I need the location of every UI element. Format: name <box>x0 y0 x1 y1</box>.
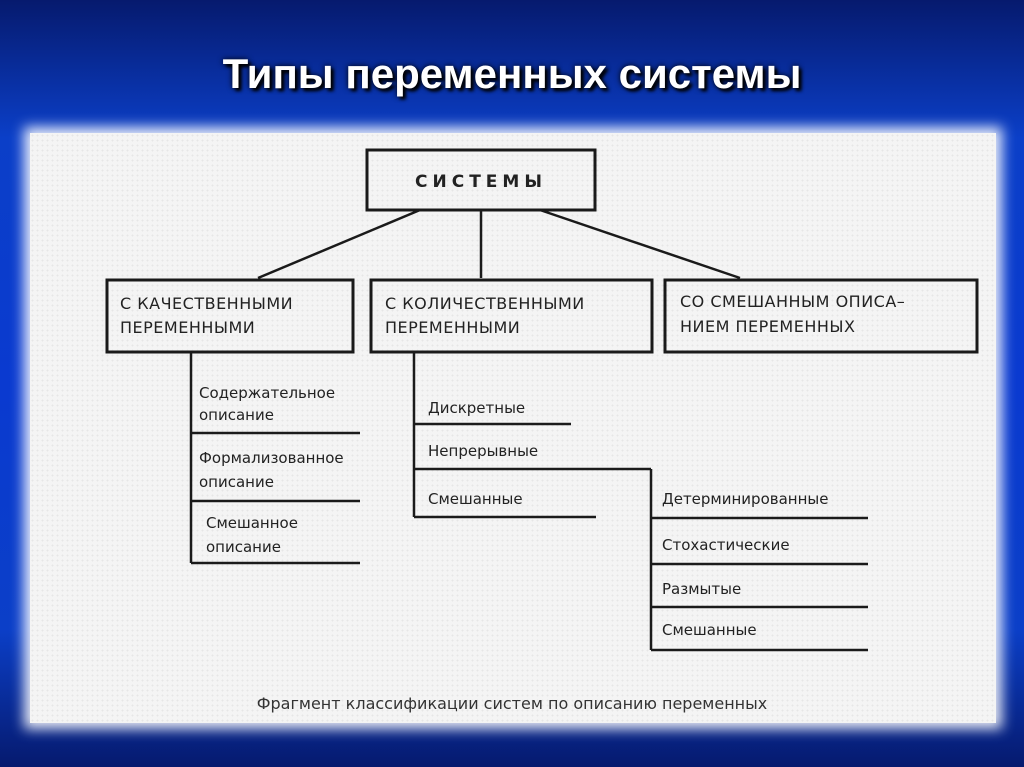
sub-list-item: Стохастические <box>662 536 790 554</box>
list-item: Смешанные <box>428 490 523 508</box>
category-box-mixed <box>665 280 977 352</box>
list-item-line1: Формализованное <box>199 449 344 467</box>
sub-list-item: Смешанные <box>662 621 757 639</box>
diagram-caption: Фрагмент классификации систем по описанию переменных <box>256 694 768 713</box>
connector-root-left <box>258 210 420 278</box>
sub-list-item: Размытые <box>662 580 742 598</box>
sub-list-item: Детерминированные <box>662 490 829 508</box>
category-quantitative-line1: С КОЛИЧЕСТВЕННЫМИ <box>385 294 585 313</box>
category-mixed-line2: НИЕМ ПЕРЕМЕННЫХ <box>680 317 856 336</box>
slide-title: Типы переменных системы <box>222 50 802 97</box>
category-qualitative-line1: С КАЧЕСТВЕННЫМИ <box>120 294 294 313</box>
category-box-qualitative <box>107 280 353 352</box>
list-item: Дискретные <box>428 399 526 417</box>
root-label: СИСТЕМЫ <box>415 172 547 192</box>
list-item: Непрерывные <box>428 442 539 460</box>
connector-root-right <box>540 210 740 278</box>
category-box-quantitative <box>371 280 652 352</box>
category-qualitative-line2: ПЕРЕМЕННЫМИ <box>120 318 256 337</box>
list-item-line2: описание <box>199 406 274 424</box>
list-item-line2: описание <box>199 473 274 491</box>
category-mixed-line1: СО СМЕШАННЫМ ОПИСА– <box>680 292 906 311</box>
list-item-line2: описание <box>206 538 281 556</box>
list-item-line1: Содержательное <box>199 384 336 402</box>
list-item-line1: Смешанное <box>206 514 298 532</box>
category-quantitative-line2: ПЕРЕМЕННЫМИ <box>385 318 521 337</box>
